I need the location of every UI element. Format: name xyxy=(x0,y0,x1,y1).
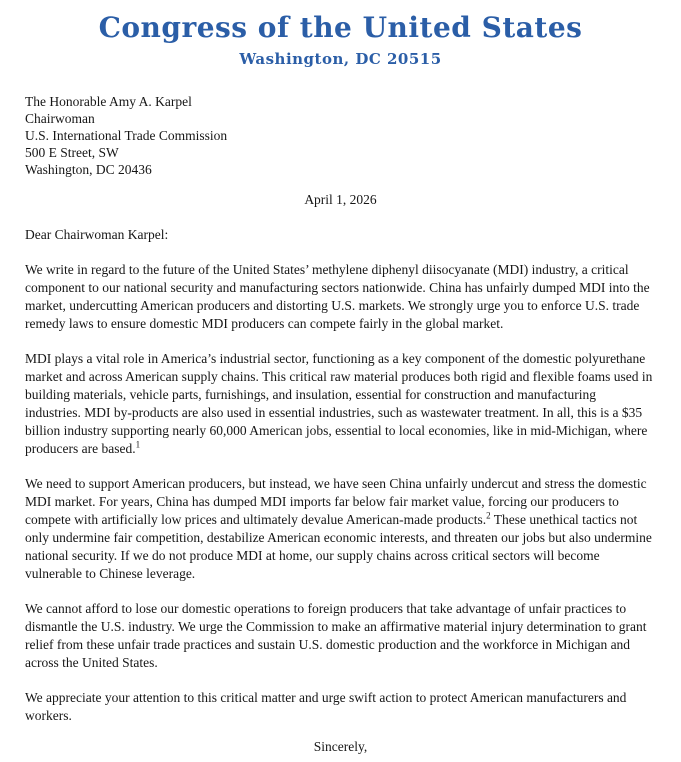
paragraph-1-text: We write in regard to the future of the United States’ methylene diphenyl diisocyanate (MDI) industry, a critical component to our national security and manufacturing sectors nationwide. China has unfairly dumped MDI into the market, undercutting American producers and distorting U.S. markets. We strongly urge you to enforce U.S. trade remedy laws to ensure domestic MDI producers can compete fairly in the global market. xyxy=(25,262,650,331)
letter-date: April 1, 2026 xyxy=(304,192,377,207)
recipient-name: The Honorable Amy A. Karpel xyxy=(25,94,192,109)
paragraph-5 xyxy=(25,689,655,725)
letterhead-title: Congress of the United States xyxy=(98,11,583,44)
recipient-street: 500 E Street, SW xyxy=(25,145,119,160)
paragraph-5-text: We appreciate your attention to this critical matter and urge swift action to protect American manufacturers and workers. xyxy=(25,690,627,723)
footnote-ref-1: 1 xyxy=(135,439,141,450)
paragraph-2-text: MDI plays a vital role in America’s industrial sector, functioning as a key component of the domestic polyurethane market and across American supply chains. This critical raw material produces both rigid and flexible foams used in building materials, vehicle parts, furnishings, and insulation, essential for construction and manufacturing industries. MDI by-products are also used in essential industries, such as wastewater treatment. In all, this is a $35 billion industry supporting nearly 60,000 American jobs, essential to local economies, like in mid-Michigan, where producers are based. xyxy=(25,351,653,456)
salutation: Dear Chairwoman Karpel: xyxy=(25,227,169,242)
paragraph-3-text: We need to support American producers, but instead, we have seen China unfairly undercut and stress the domestic MDI market. For years, China has dumped MDI imports far below fair market value, forcing our producers to compete with artificially low prices and ultimately devalue American-made products. xyxy=(25,476,647,527)
paragraph-1 xyxy=(25,261,655,333)
recipient-city: Washington, DC 20436 xyxy=(25,162,152,177)
paragraph-4-text: We cannot afford to lose our domestic operations to foreign producers that take advantage of unfair practices to dismantle the U.S. industry. We urge the Commission to make an affirmative material injury determination to grant relief from these unfair trade practices and sustain U.S. domestic production and the workforce in Michigan and across the United States. xyxy=(25,601,647,670)
paragraph-3 xyxy=(25,475,655,583)
paragraph-3-text-after-footnote: These unethical tactics not only undermine fair competition, destabilize American economic interests, and threaten our jobs but also undermine national security. If we do not produce MDI at home, our supply chains across critical sectors will become vulnerable to Chinese leverage. xyxy=(25,512,652,581)
recipient-organization: U.S. International Trade Commission xyxy=(25,128,228,143)
recipient-address-block xyxy=(25,93,681,178)
footnote-ref-2: 2 xyxy=(486,510,491,521)
paragraph-4 xyxy=(25,600,655,672)
paragraph-2 xyxy=(25,350,655,458)
letterhead xyxy=(0,0,681,69)
closing: Sincerely, xyxy=(313,739,368,754)
recipient-title: Chairwoman xyxy=(25,111,95,126)
letterhead-subtitle: Washington, DC 20515 xyxy=(239,50,442,68)
